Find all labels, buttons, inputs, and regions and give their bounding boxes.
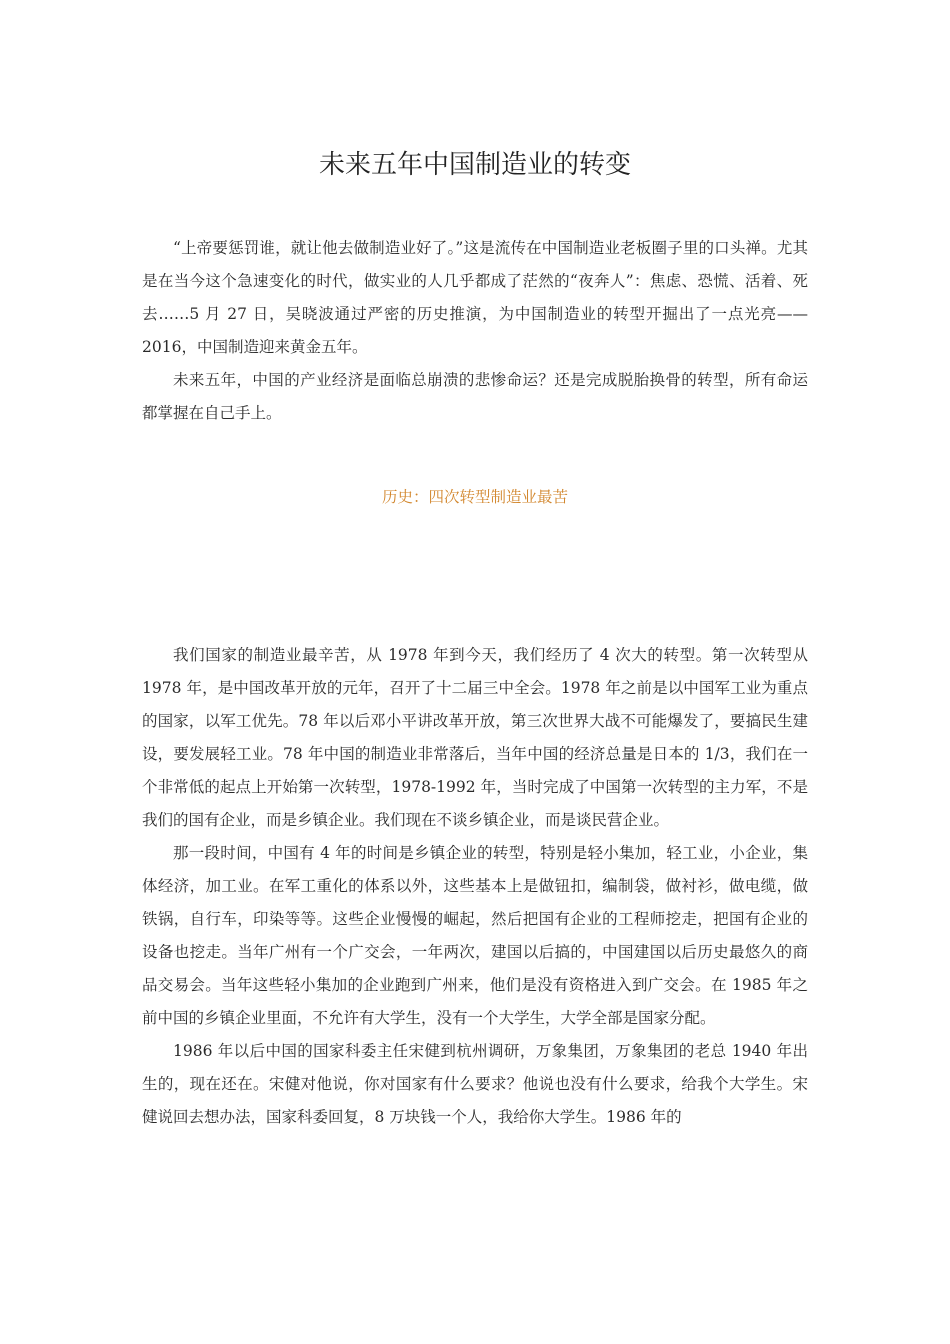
intro-paragraph: “上帝要惩罚谁，就让他去做制造业好了。”这是流传在中国制造业老板圈子里的口头禅。尤其是在当今这个急速变化的时代，做实业的人几乎都成了茫然的“夜奔人”：焦虑、恐慌、活着、死去……5 月 27 日，吴晓波通过严密的历史推演，为中国制造业的转型开掘出了一点光亮——2016，中国制造迎来黄金五年。 xyxy=(142,239,808,356)
body-paragraph: 我们国家的制造业最辛苦，从 1978 年到今天，我们经历了 4 次大的转型。第一次转型从 1978 年，是中国改革开放的元年，召开了十二届三中全会。1978 年之前是以中国军工业为重点的国家，以军工优先。78 年以后邓小平讲改革开放，第三次世界大战不可能爆发了，要搞民生建设，要发展轻工业。78 年中国的制造业非常落后，当年中国的经济总量是日本的 1/3，我们在一个非常低的起点上开始第一次转型，1978-1992 年，当时完成了中国第一次转型的主力军，不是我们的国有企业，而是乡镇企业。我们现在不谈乡镇企业，而是谈民营企业。 xyxy=(142,646,808,829)
section-heading: 历史：四次转型制造业最苦 xyxy=(381,488,568,506)
document-title: 未来五年中国制造业的转变 xyxy=(318,150,631,180)
body-paragraph: 那一段时间，中国有 4 年的时间是乡镇企业的转型，特别是轻小集加，轻工业，小企业，集体经济，加工业。在军工重化的体系以外，这些基本上是做钮扣，编制袋，做衬衫，做电缆，做铁锅，自行车，印染等等。这些企业慢慢的崛起，然后把国有企业的工程师挖走，把国有企业的设备也挖走。当年广州有一个广交会，一年两次，建国以后搞的，中国建国以后历史最悠久的商品交易会。当年这些轻小集加的企业跑到广州来，他们是没有资格进入到广交会。在 1985 年之前中国的乡镇企业里面，不允许有大学生，没有一个大学生，大学全部是国家分配。 xyxy=(142,844,808,1027)
intro-section xyxy=(142,232,808,430)
body-section xyxy=(142,639,808,1134)
body-paragraph: 1986 年以后中国的国家科委主任宋健到杭州调研，万象集团，万象集团的老总 1940 年出生的，现在还在。宋健对他说，你对国家有什么要求？他说也没有什么要求，给我个大学生。宋健说回去想办法，国家科委回复，8 万块钱一个人，我给你大学生。1986 年的 xyxy=(142,1042,808,1126)
intro-paragraph: 未来五年，中国的产业经济是面临总崩溃的悲惨命运？还是完成脱胎换骨的转型，所有命运都掌握在自己手上。 xyxy=(142,371,808,422)
